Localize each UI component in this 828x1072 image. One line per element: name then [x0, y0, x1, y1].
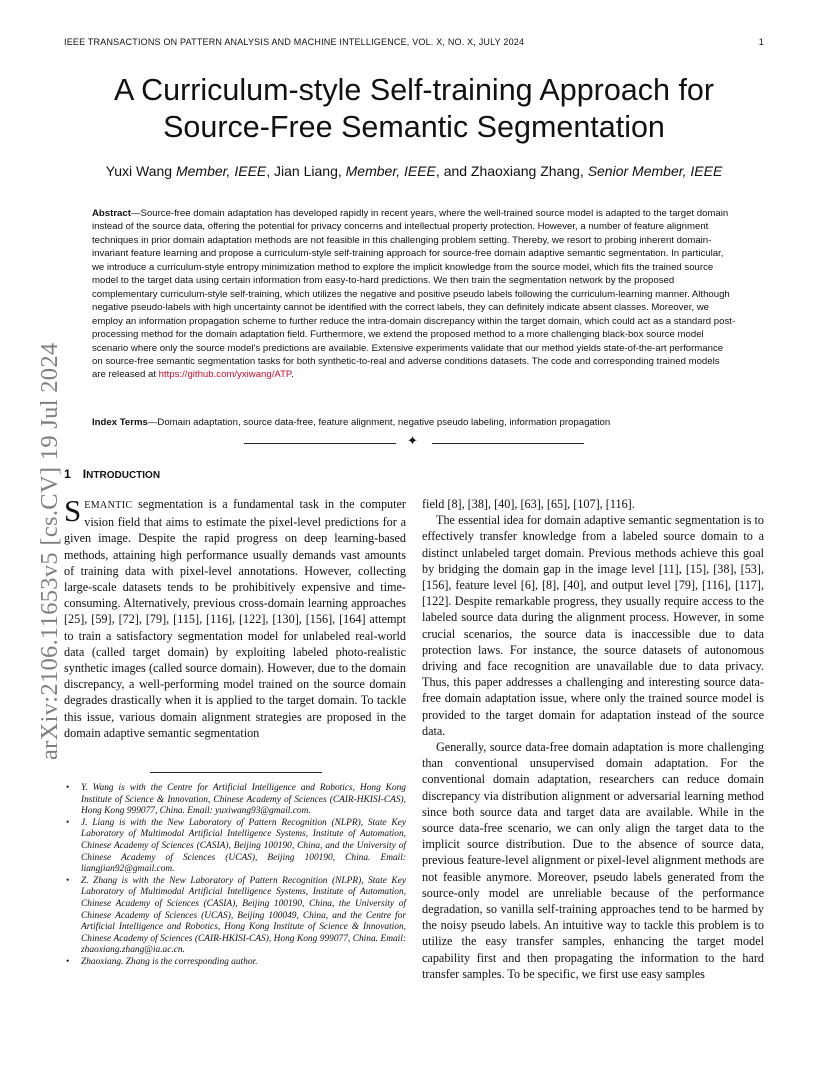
author-1-affiliation: Member, IEEE	[175, 163, 267, 179]
author-3-name: and Zhaoxiang Zhang,	[443, 163, 584, 179]
running-header	[64, 37, 764, 47]
journal-name: IEEE TRANSACTIONS ON PATTERN ANALYSIS AND MACHINE INTELLIGENCE, VOL. X, NO. X, JULY 2024	[64, 37, 525, 47]
right-column	[422, 496, 764, 982]
diamond-star-icon: ✦	[407, 434, 418, 449]
footnote-item: • Zhaoxiang. Zhang is the corresponding author.	[66, 956, 258, 967]
section-heading	[64, 467, 160, 481]
intro-paragraph-2: The essential idea for domain adaptive semantic segmentation is to effectively transfer knowledge from a labeled source domain to a distinct unlabeled target domain. Previous methods achieve this goal by bridging the domain gap in the image level [11], [15], [38], [53], [156], feature level [6], [8], [40], and output level [79], [116], [117], [122]. Despite remarkable progress, they usually require access to the labeled source data during the alignment process. However, in some crucial scenarios, the source data is inaccessible due to data protection laws. For instance, the source datasets of autonomous driving and face recognition are unavailable due to data privacy. Thus, this paper addresses a challenging and interesting source data-free domain adaptation issue, where only the trained source model is provided to the target domain for adaptation instead of the source data.	[422, 513, 764, 738]
index-terms	[92, 417, 736, 428]
abstract	[92, 207, 736, 382]
abstract-text: —Source-free domain adaptation has developed rapidly in recent years, where the well-trained source model is adapted to the target domain instead of the source data, offering the potential for privacy concerns and intellectual property protection. However, a number of feature alignment techniques in prior domain adaptation methods are not feasible in this challenging problem setting. Thereby, we resort to probing inherent domain-invariant feature learning and propose a curriculum-style self-training approach for source-free domain adaptive semantic segmentation. In particular, we introduce a curriculum-style entropy minimization method to explore the implicit knowledge from the source model, which fits the trained source model to the target data using certain information from easy-to-hard predictions. We then train the segmentation network by the proposed complementary curriculum-style self-training, which utilizes the negative and positive pseudo labels following the curriculum-learning manner. Although negative pseudo-labels with high uncertainty cannot be identified with the correct labels, they can definitely indicate absent classes. Moreover, we employ an information propagation scheme to further reduce the intra-domain discrepancy within the target domain, which could act as a standard post-processing method for the domain adaptation field. Furthermore, we extend the proposed method to a more challenging black-box source model scenario where only the source model's predictions are available. Extensive experiments validate that our method yields state-of-the-art performance on source-free semantic segmentation tasks for both synthetic-to-real and adverse conditions datasets. The code and corresponding trained models are released at	[92, 208, 736, 381]
intro-paragraph-3: Generally, source data-free domain adaptation is more challenging than conventional unsupervised domain adaptation. For the conventional domain adaptation, researchers can reduce domain discrepancy via distribution alignment or adversarial learning method since both source data and target data are available. While in the source data-free scenario, we can only align the target data to the implicit source distribution. Due to the absence of source data, previous feature-level alignment or pixel-level alignment methods are not feasible anymore. Moreover, pseudo labels generated from the source-only model are unreliable because of the performance degradation, so vanilla self-training approaches tend to be harmed by the noisy pseudo labels. An intuitive way to tackle this problem is to utilize the easy transfer samples, enhancing the target model capability first and then propagating the information to the hard transfer samples. To be specific, we first use easy samples	[422, 740, 764, 981]
section-title-rest: NTRODUCTION	[86, 470, 161, 481]
paper-title	[64, 72, 764, 146]
intro-p1-text: segmentation is a fundamental task in the computer vision field that aims to estimate the pixel-level predictions for a given image. Despite the rapid progress on deep learning-based methods, attaining high performance usually demands vast amounts of training data with pixel-level annotations. However, collecting large-scale datasets tends to be prohibitively expensive and time-consuming. Alternatively, previous cross-domain learning approaches [25], [59], [72], [79], [115], [116], [122], [130], [156], [164] attempt to train a satisfactory segmentation model for unlabeled real-world data (called target domain) by exploiting labeled photo-realistic synthetic images (called source domain). However, due to the domain discrepancy, a well-performing model trained on the source domain degrades drastically when it is applied to the target domain. To tackle this issue, various domain alignment strategies are proposed in the domain adaptive semantic segmentation	[64, 497, 406, 740]
bullet-icon: •	[66, 783, 70, 793]
drop-cap: S	[64, 493, 82, 528]
intro-paragraph-1	[64, 493, 406, 741]
bullet-icon: •	[66, 956, 70, 967]
section-title-first: I	[82, 467, 87, 481]
code-link[interactable]: https://github.com/yxiwang/ATP	[158, 369, 292, 381]
section-divider	[244, 434, 584, 451]
index-terms-text: —Domain adaptation, source data-free, feature alignment, negative pseudo labeling, information propagation	[147, 417, 611, 428]
title-line-1: A Curriculum-style Self-training Approach for	[113, 73, 715, 107]
footnote-item: • J. Liang is with the New Laboratory of Pattern Recognition (NLPR), State Key Laboratory of Multimodal Artificial Intelligence Systems, Institute of Automation, Chinese Academy of Sciences (CASIA), Beijing 100190, China, and the University of Chinese Academy of Sciences (UCAS), Beijing 100190, China. Email: liangjian92@gmail.com.	[66, 817, 406, 875]
footnotes	[64, 783, 406, 969]
title-line-2: Source-Free Semantic Segmentation	[163, 110, 665, 144]
author-2-name: Jian Liang,	[274, 163, 342, 179]
abstract-end: .	[291, 369, 294, 381]
abstract-label: Abstract	[92, 208, 131, 219]
page-number: 1	[758, 37, 764, 47]
left-column	[64, 493, 406, 741]
footnote-rule	[150, 772, 322, 773]
author-1-name: Yuxi Wang	[105, 163, 173, 179]
arxiv-stamp: arXiv:2106.11653v5 [cs.CV] 19 Jul 2024	[36, 342, 63, 760]
intro-p1-continuation: field [8], [38], [40], [63], [65], [107], [116].	[422, 497, 635, 511]
section-number: 1	[64, 467, 71, 481]
intro-smallcaps: EMANTIC	[84, 500, 133, 511]
bullet-icon: •	[66, 817, 70, 828]
author-list: Yuxi Wang Member, IEEE, Jian Liang, Member, IEEE, and Zhaoxiang Zhang, Senior Member, IEEE	[105, 163, 723, 179]
author-3-affiliation: Senior Member, IEEE	[587, 163, 723, 179]
footnote-item: • Y. Wang is with the Centre for Artificial Intelligence and Robotics, Hong Kong Institute of Science & Innovation, Chinese Academy of Sciences (CAIR-HKISI-CAS), Hong Kong 999077, China. Email: yuxiwang93@gmail.com.	[66, 783, 406, 817]
index-terms-label: Index Terms	[92, 417, 148, 428]
footnote-item: • Z. Zhang is with the New Laboratory of Pattern Recognition (NLPR), State Key Laboratory of Multimodal Artificial Intelligence Systems, Institute of Automation, Chinese Academy of Sciences (CASIA), Beijing 100190, China, the University of Chinese Academy of Sciences (UCAS), Beijing 100049, China, and the Centre for Artificial Intelligence and Robotics, Hong Kong Institute of Science & Innovation, Chinese Academy of Sciences (CAIR-HKISI-CAS), Hong Kong 999077, China. Email: zhaoxiang.zhang@ia.ac.cn.	[66, 875, 406, 956]
author-2-affiliation: Member, IEEE	[345, 163, 436, 179]
divider-line-right	[432, 443, 584, 444]
bullet-icon: •	[66, 875, 70, 886]
divider-line-left	[244, 443, 396, 444]
